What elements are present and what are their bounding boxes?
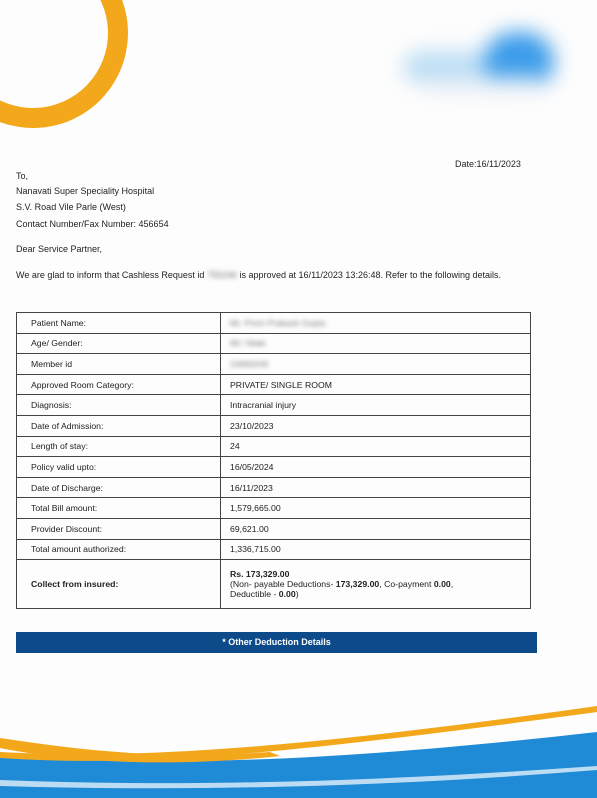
intro-after: is approved at 16/11/2023 13:26:48. Refer to the following details. bbox=[239, 270, 502, 280]
value-text: 23/10/2023 bbox=[230, 420, 274, 431]
deductible-label: Deductible - bbox=[230, 589, 277, 600]
row-value bbox=[221, 477, 531, 498]
row-label: Age/ Gender: bbox=[17, 333, 221, 354]
table-row bbox=[17, 436, 531, 457]
masked-value: 10683245 bbox=[230, 358, 269, 369]
row-label: Length of stay: bbox=[17, 436, 221, 457]
table-row bbox=[17, 313, 531, 334]
table-row bbox=[17, 498, 531, 519]
value-text: 1,579,665.00 bbox=[230, 503, 281, 514]
hospital-contact: Contact Number/Fax Number: 456654 bbox=[16, 219, 169, 229]
collect-value bbox=[221, 560, 531, 609]
collect-row bbox=[17, 560, 531, 609]
masked-value: 66 / Male bbox=[230, 338, 266, 349]
table-row bbox=[17, 457, 531, 478]
intro-before: We are glad to inform that Cashless Request id bbox=[16, 270, 205, 280]
value-text: PRIVATE/ SINGLE ROOM bbox=[230, 379, 333, 390]
value-text: Intracranial injury bbox=[230, 400, 297, 411]
deductible-amount: 0.00 bbox=[278, 589, 296, 600]
non-payable-amount: 173,329.00 bbox=[335, 579, 380, 590]
row-label: Diagnosis: bbox=[17, 395, 221, 416]
row-label: Policy valid upto: bbox=[17, 457, 221, 478]
letter-to: To, bbox=[16, 171, 29, 181]
claim-details-table bbox=[16, 312, 531, 609]
row-value bbox=[221, 374, 531, 395]
row-label: Date of Admission: bbox=[17, 415, 221, 436]
row-value bbox=[221, 395, 531, 416]
row-label: Member id bbox=[17, 354, 221, 375]
value-text: 16/11/2023 bbox=[230, 482, 273, 493]
blurred-insurer-logo bbox=[404, 22, 564, 102]
collect-amount: Rs. 173,329.00 bbox=[230, 569, 290, 580]
value-text: 24 bbox=[230, 441, 240, 452]
row-value bbox=[221, 333, 531, 354]
row-label: Total Bill amount: bbox=[17, 498, 221, 519]
intro-paragraph bbox=[16, 270, 501, 280]
row-label: Provider Discount: bbox=[17, 518, 221, 539]
footer-wave-graphic bbox=[0, 690, 597, 798]
row-label: Approved Room Category: bbox=[17, 374, 221, 395]
table-row bbox=[17, 415, 531, 436]
copayment-amount: 0.00 bbox=[433, 579, 451, 590]
request-id-masked: 755246 bbox=[206, 270, 237, 280]
non-payable-label: (Non- payable Deductions- bbox=[230, 579, 334, 590]
table-row bbox=[17, 374, 531, 395]
line3-end: ) bbox=[295, 589, 299, 600]
row-value bbox=[221, 354, 531, 375]
copayment-label: , Co-payment bbox=[379, 579, 432, 590]
hospital-address: S.V. Road Vile Parle (West) bbox=[16, 202, 126, 212]
table-row bbox=[17, 354, 531, 375]
other-deduction-details-banner[interactable]: * Other Deduction Details bbox=[16, 632, 537, 653]
hospital-name: Nanavati Super Speciality Hospital bbox=[16, 186, 155, 196]
row-value bbox=[221, 518, 531, 539]
table-row bbox=[17, 539, 531, 560]
masked-value: Mr. Prem Prakash Gupta bbox=[230, 317, 326, 328]
collect-label: Collect from insured: bbox=[17, 560, 221, 609]
row-value bbox=[221, 415, 531, 436]
value-text: 1,336,715.00 bbox=[230, 544, 281, 555]
row-value bbox=[221, 457, 531, 478]
row-value bbox=[221, 498, 531, 519]
greeting: Dear Service Partner, bbox=[16, 244, 103, 254]
brand-logo-arc bbox=[0, 0, 143, 143]
row-value bbox=[221, 436, 531, 457]
value-text: 16/05/2024 bbox=[230, 461, 274, 472]
row-value bbox=[221, 539, 531, 560]
value-text: 69,621.00 bbox=[230, 523, 269, 534]
row-label: Total amount authorized: bbox=[17, 539, 221, 560]
row-value bbox=[221, 313, 531, 334]
letter-date: Date:16/11/2023 bbox=[455, 159, 521, 169]
table-row bbox=[17, 395, 531, 416]
line2-end: , bbox=[450, 579, 454, 590]
table-row bbox=[17, 477, 531, 498]
table-row bbox=[17, 333, 531, 354]
row-label: Patient Name: bbox=[17, 313, 221, 334]
table-row bbox=[17, 518, 531, 539]
row-label: Date of Discharge: bbox=[17, 477, 221, 498]
